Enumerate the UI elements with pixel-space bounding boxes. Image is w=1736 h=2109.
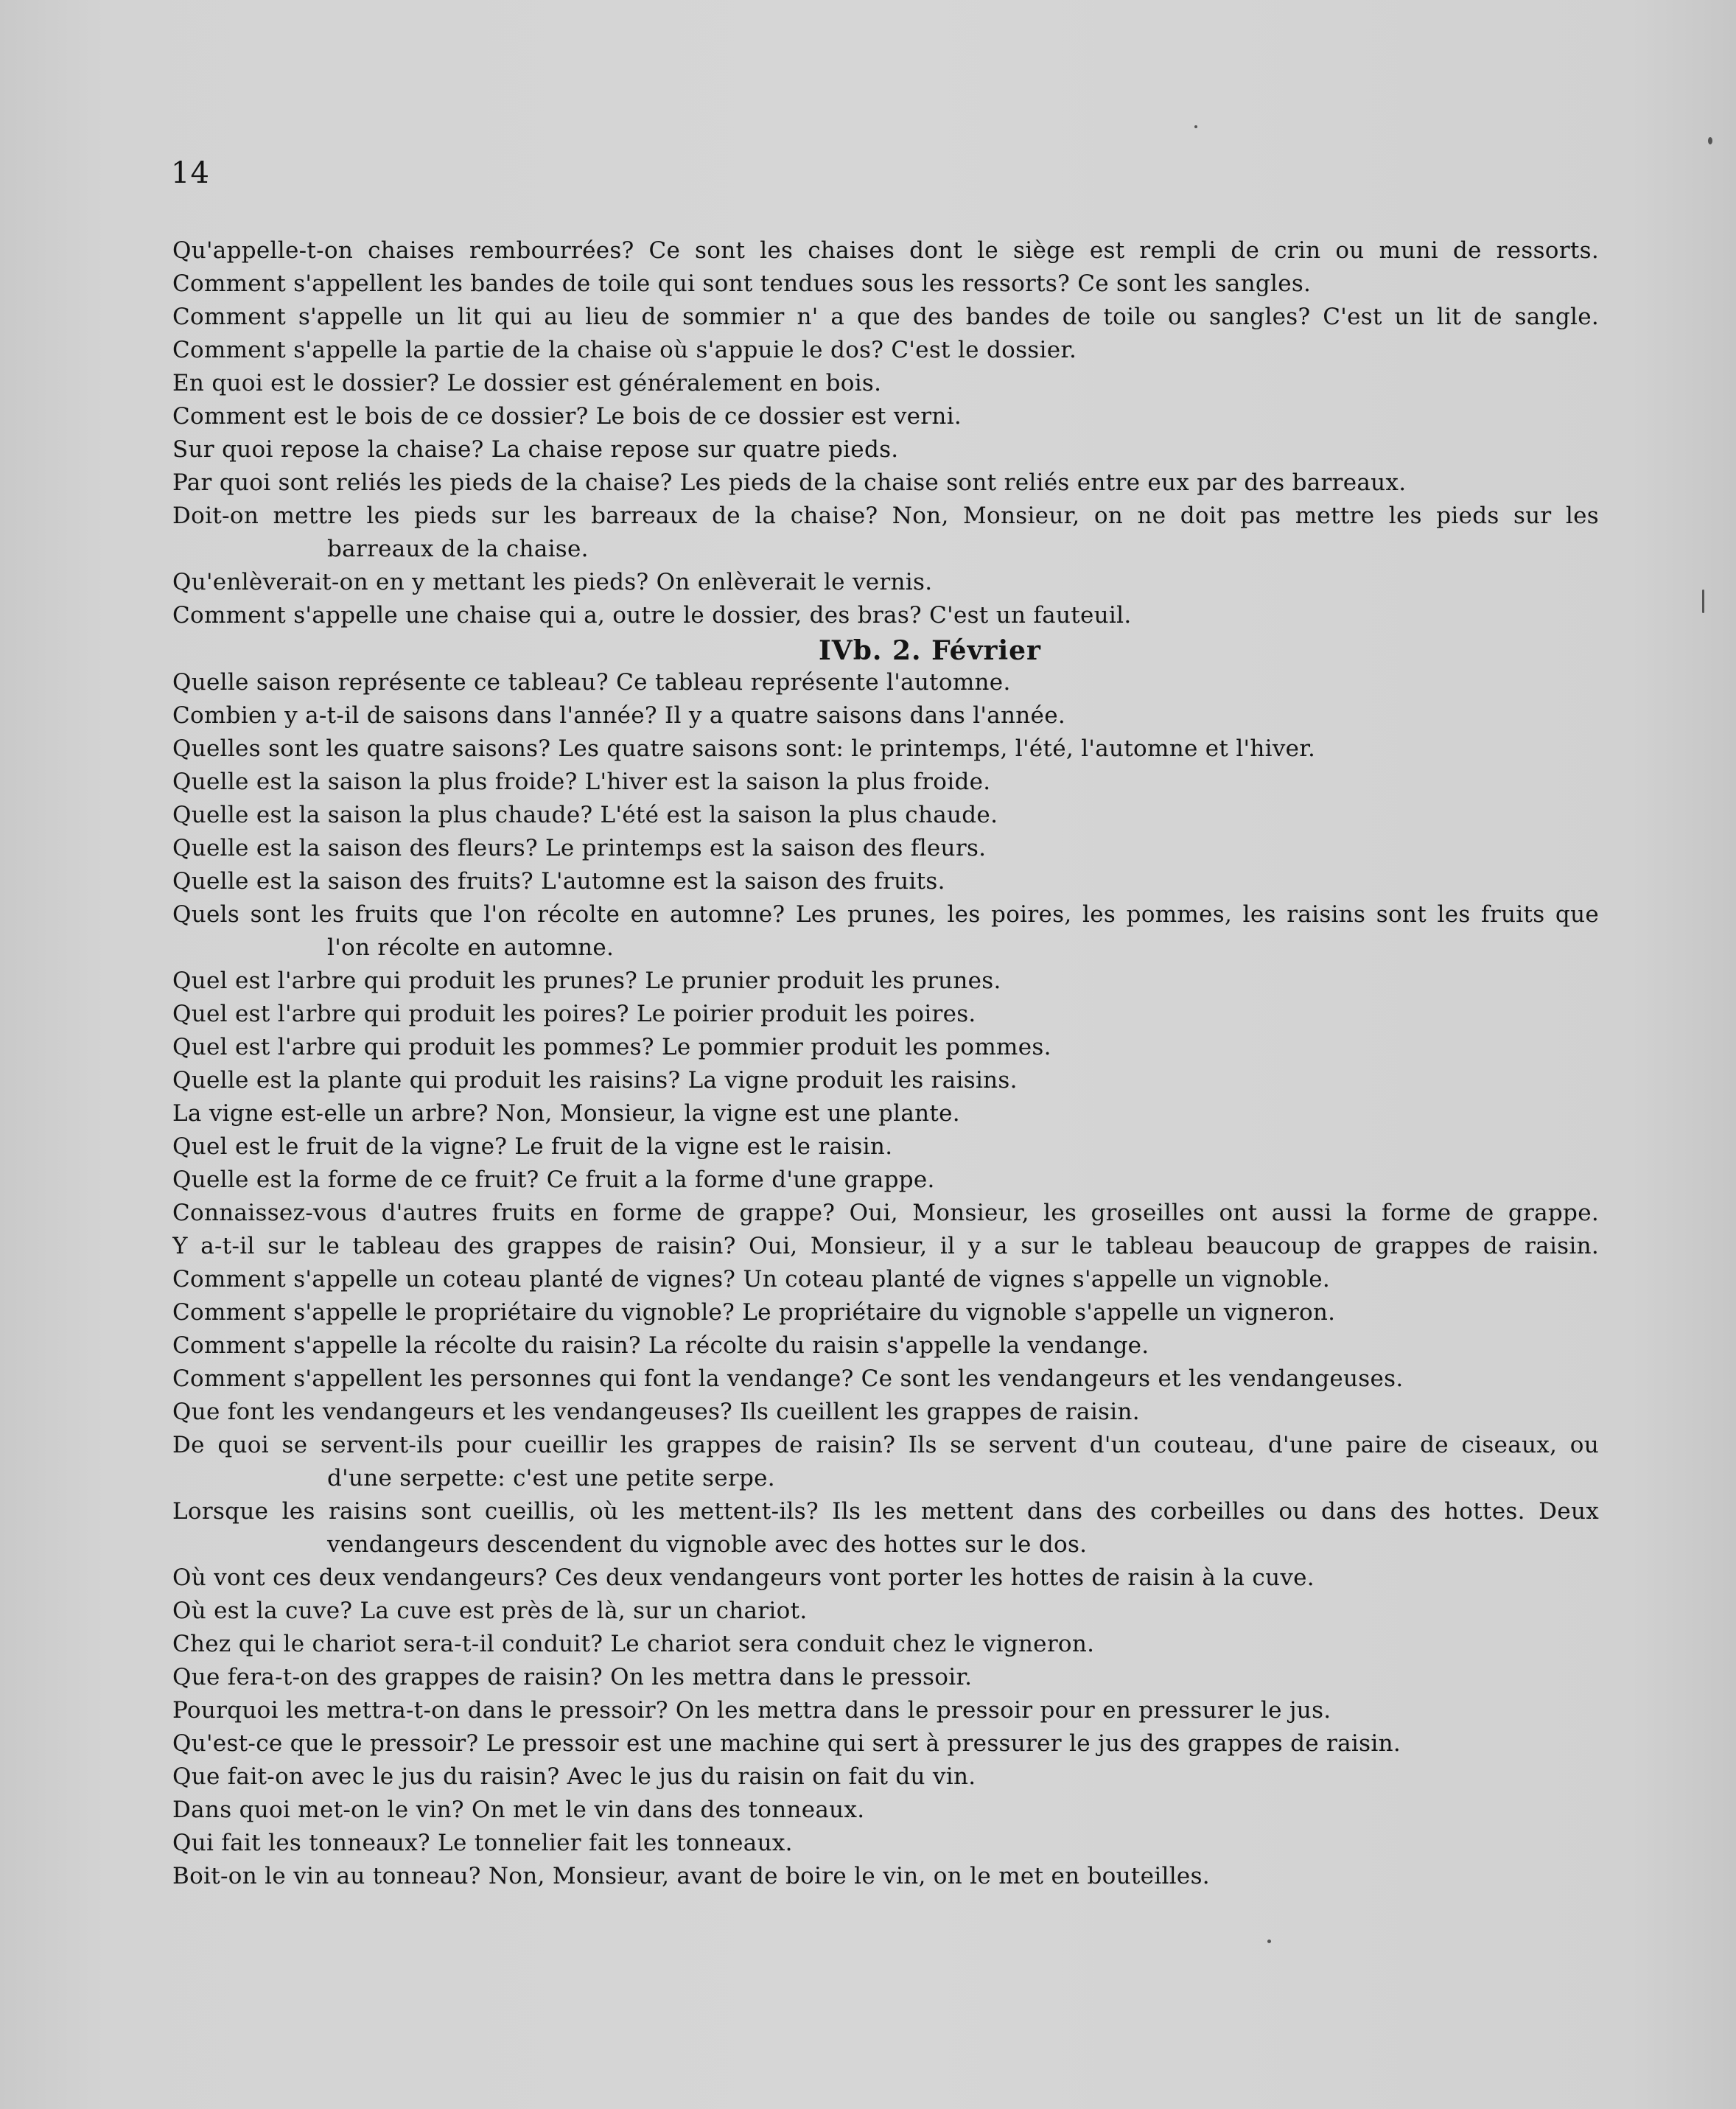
text-line: Comment s'appellent les personnes qui font la vendange? Ce sont les vendangeurs et les vendangeuses.	[172, 1365, 1404, 1392]
text-line: Quelle saison représente ce tableau? Ce tableau représente l'automne.	[172, 669, 1011, 696]
text-line: Qu'enlèverait-on en y mettant les pieds? On enlèverait le vernis.	[172, 569, 933, 595]
text-body	[172, 234, 1599, 1893]
text-line: Sur quoi repose la chaise? La chaise repose sur quatre pieds.	[172, 436, 899, 463]
text-line: Quelle est la plante qui produit les raisins? La vigne produit les raisins.	[172, 1067, 1018, 1094]
text-line-continuation: vendangeurs descendent du vignoble avec des hottes sur le dos.	[327, 1531, 1088, 1558]
text-line: Comment s'appelle un coteau planté de vignes? Un coteau planté de vignes s'appelle un vignoble.	[172, 1266, 1331, 1293]
text-line-continuation: l'on récolte en automne.	[327, 934, 615, 961]
text-line: Boit-on le vin au tonneau? Non, Monsieur, avant de boire le vin, on le met en bouteilles.	[172, 1863, 1210, 1889]
text-line: Où vont ces deux vendangeurs? Ces deux vendangeurs vont porter les hottes de raisin à la cuve.	[172, 1564, 1315, 1591]
text-line: Y a-t-il sur le tableau des grappes de raisin? Oui, Monsieur, il y a sur le tableau beaucoup de grappes de raisin.	[172, 1233, 1599, 1259]
text-line: Chez qui le chariot sera-t-il conduit? Le chariot sera conduit chez le vigneron.	[172, 1631, 1095, 1657]
page-number: 14	[171, 156, 210, 190]
text-line: Qui fait les tonneaux? Le tonnelier fait les tonneaux.	[172, 1830, 793, 1856]
text-line: La vigne est-elle un arbre? Non, Monsieur, la vigne est une plante.	[172, 1100, 960, 1127]
paragraph-group-seasons	[172, 666, 1599, 1893]
text-line: Quelles sont les quatre saisons? Les quatre saisons sont: le printemps, l'été, l'automne et l'hiver.	[172, 735, 1316, 762]
text-line: Par quoi sont reliés les pieds de la chaise? Les pieds de la chaise sont reliés entre eux par des barreaux.	[172, 469, 1407, 496]
text-line: Quelle est la saison la plus chaude? L'été est la saison la plus chaude.	[172, 802, 998, 828]
text-line: Quelle est la saison la plus froide? L'hiver est la saison la plus froide.	[172, 769, 991, 795]
text-line: Comment s'appelle la partie de la chaise où s'appuie le dos? C'est le dossier.	[172, 337, 1077, 363]
text-line: Connaissez-vous d'autres fruits en forme de grappe? Oui, Monsieur, les groseilles ont aussi la forme de grappe.	[172, 1200, 1599, 1226]
text-line: Quel est l'arbre qui produit les poires? Le poirier produit les poires.	[172, 1001, 976, 1027]
print-speck	[1194, 125, 1197, 128]
text-line: Quelle est la forme de ce fruit? Ce fruit a la forme d'une grappe.	[172, 1167, 935, 1193]
text-line: Que fera-t-on des grappes de raisin? On les mettra dans le pressoir.	[172, 1664, 973, 1690]
text-line: Quelle est la saison des fleurs? Le printemps est la saison des fleurs.	[172, 835, 987, 861]
text-line: Pourquoi les mettra-t-on dans le pressoir? On les mettra dans le pressoir pour en pressurer le jus.	[172, 1697, 1331, 1724]
text-line: Comment s'appellent les bandes de toile qui sont tendues sous les ressorts? Ce sont les sangles.	[172, 270, 1312, 297]
text-line: Quelle est la saison des fruits? L'automne est la saison des fruits.	[172, 868, 945, 895]
print-speck	[1267, 1940, 1271, 1943]
text-line: Comment est le bois de ce dossier? Le bois de ce dossier est verni.	[172, 403, 962, 430]
text-line: Quel est le fruit de la vigne? Le fruit de la vigne est le raisin.	[172, 1133, 893, 1160]
paragraph-group-chairs	[172, 234, 1599, 632]
text-line: Que font les vendangeurs et les vendangeuses? Ils cueillent les grappes de raisin.	[172, 1399, 1140, 1425]
text-line: Combien y a-t-il de saisons dans l'année? Il y a quatre saisons dans l'année.	[172, 702, 1065, 729]
section-heading: IVb. 2. Février	[818, 635, 1042, 666]
text-line: Comment s'appelle une chaise qui a, outre le dossier, des bras? C'est un fauteuil.	[172, 602, 1132, 629]
text-line: Doit-on mettre les pieds sur les barreaux de la chaise? Non, Monsieur, on ne doit pas mettre les pieds sur les	[172, 503, 1599, 529]
text-line: Comment s'appelle le propriétaire du vignoble? Le propriétaire du vignoble s'appelle un vigneron.	[172, 1299, 1336, 1326]
text-line: En quoi est le dossier? Le dossier est généralement en bois.	[172, 370, 882, 396]
text-line-continuation: d'une serpette: c'est une petite serpe.	[327, 1465, 775, 1491]
text-line: De quoi se servent-ils pour cueillir les grappes de raisin? Ils se servent d'un couteau, d'une paire de ciseaux, ou	[172, 1432, 1599, 1458]
text-line: Où est la cuve? La cuve est près de là, sur un chariot.	[172, 1598, 808, 1624]
text-line: Comment s'appelle la récolte du raisin? La récolte du raisin s'appelle la vendange.	[172, 1332, 1149, 1359]
text-line: Comment s'appelle un lit qui au lieu de sommier n' a que des bandes de toile ou sangles? C'est un lit de sangle.	[172, 304, 1599, 330]
text-line-continuation: barreaux de la chaise.	[327, 536, 589, 562]
text-line: Quel est l'arbre qui produit les pommes? Le pommier produit les pommes.	[172, 1034, 1051, 1060]
text-line: Qu'appelle-t-on chaises rembourrées? Ce sont les chaises dont le siège est rempli de crin ou muni de ressorts.	[172, 237, 1599, 264]
print-speck	[1702, 590, 1704, 613]
print-speck	[1708, 137, 1712, 144]
text-line: Quel est l'arbre qui produit les prunes? Le prunier produit les prunes.	[172, 968, 1001, 994]
text-line: Que fait-on avec le jus du raisin? Avec le jus du raisin on fait du vin.	[172, 1763, 976, 1790]
text-line: Dans quoi met-on le vin? On met le vin dans des tonneaux.	[172, 1797, 865, 1823]
text-line: Quels sont les fruits que l'on récolte en automne? Les prunes, les poires, les pommes, les raisins sont les fruits que	[172, 901, 1599, 928]
text-line: Lorsque les raisins sont cueillis, où les mettent-ils? Ils les mettent dans des corbeilles ou dans des hottes. Deux	[172, 1498, 1599, 1525]
text-line: Qu'est-ce que le pressoir? Le pressoir est une machine qui sert à pressurer le jus des grappes de raisin.	[172, 1730, 1401, 1757]
